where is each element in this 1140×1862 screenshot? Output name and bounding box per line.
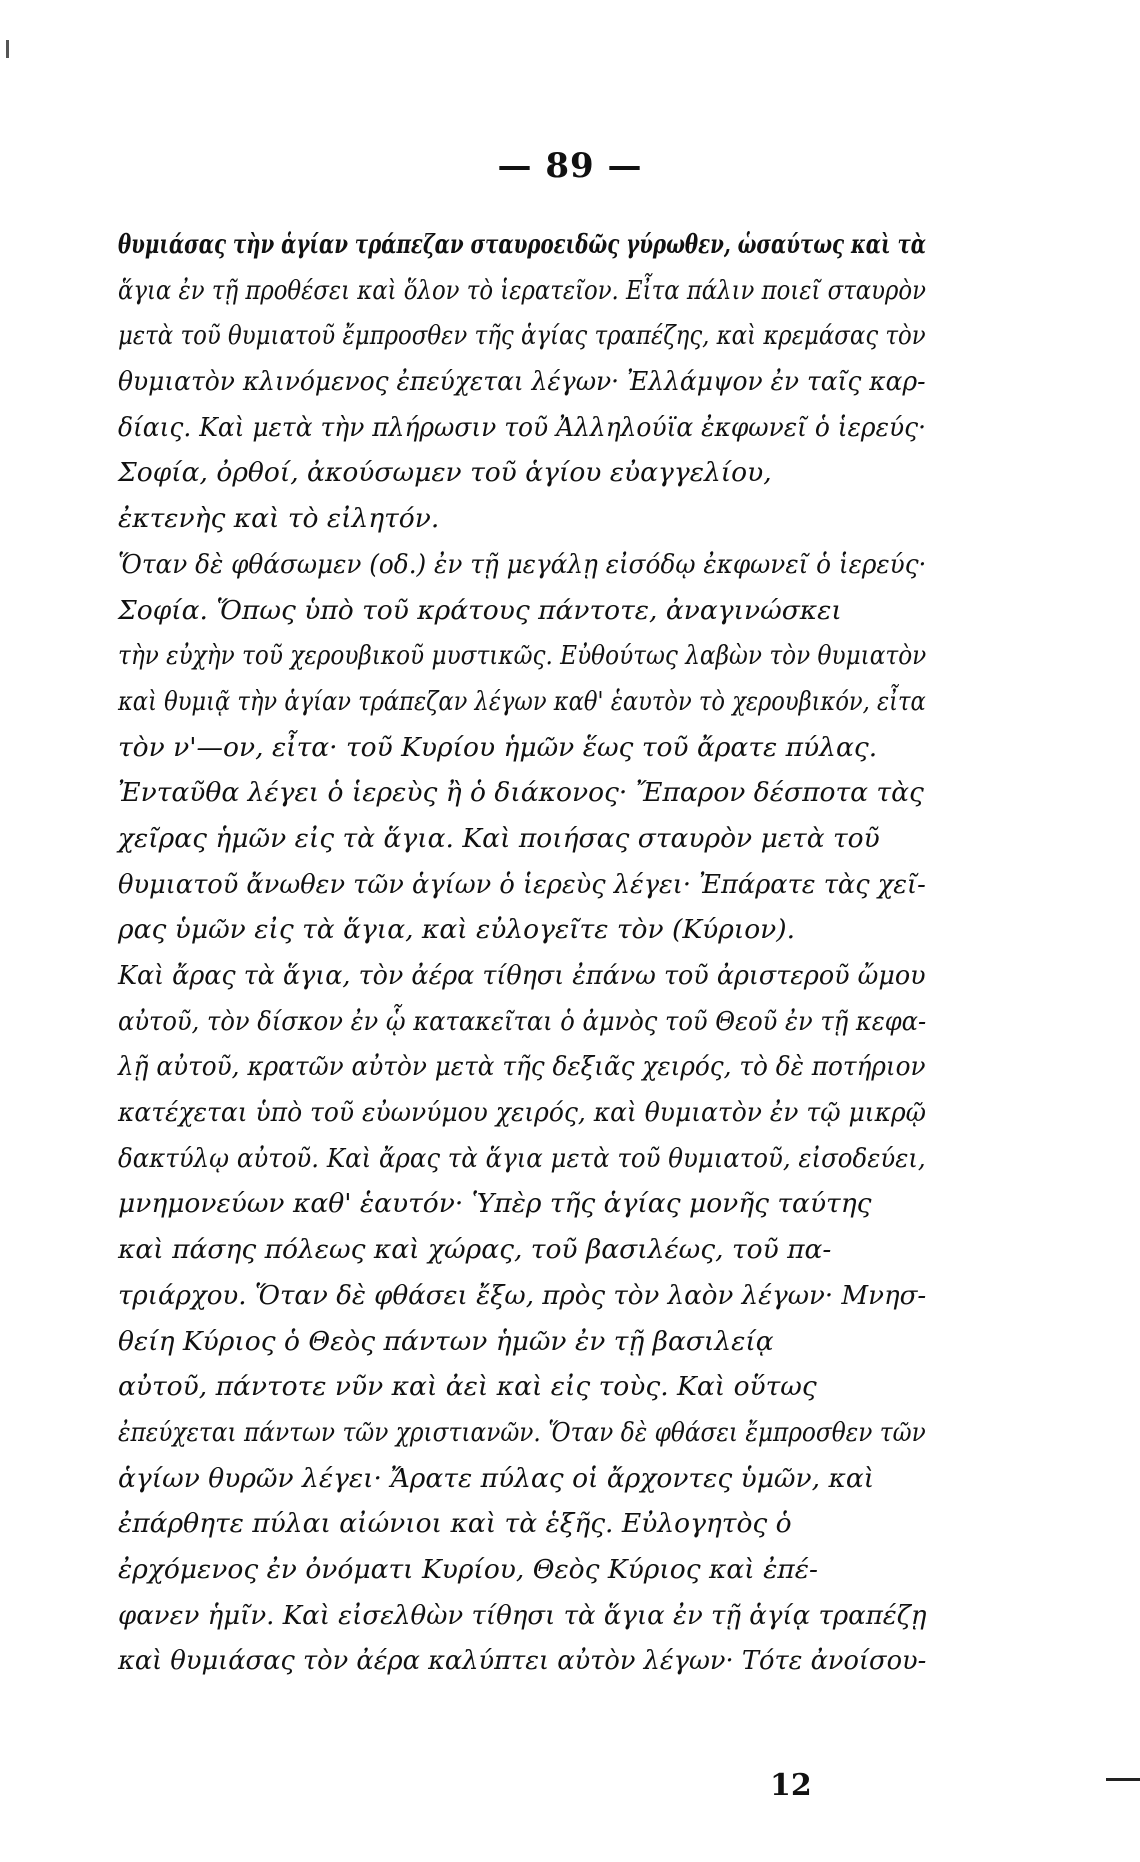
page-number: — 89 —	[497, 146, 643, 186]
text-line: θυμιατοῦ ἄνωθεν τῶν ἁγίων ὁ ἱερεὺς λέγει· Ἐπάρατε τὰς χεῖ-	[118, 868, 926, 900]
text-line: Σοφία, ὀρθοί, ἀκούσωμεν τοῦ ἁγίου εὐαγγελίου,	[118, 457, 772, 489]
text-line: φανεν ἡμῖν. Καὶ εἰσελθὼν τίθησι τὰ ἅγια ἐν τῇ ἁγίᾳ τραπέζῃ	[118, 1599, 927, 1631]
text-line: χεῖρας ἡμῶν εἰς τὰ ἅγια. Καὶ ποιήσας σταυρὸν μετὰ τοῦ	[118, 822, 880, 854]
text-line: ἐρχόμενος ἐν ὀνόματι Κυρίου, Θεὸς Κύριος καὶ ἐπέ-	[118, 1553, 818, 1585]
text-line: θυμιάσας τὴν ἁγίαν τράπεζαν σταυροειδῶς γύρωθεν, ὡσαύτως καὶ τὰ	[118, 229, 926, 260]
text-line: τριάρχου. Ὅταν δὲ φθάσει ἔξω, πρὸς τὸν λαὸν λέγων· Μνησ-	[118, 1279, 927, 1311]
text-line: ρας ὑμῶν εἰς τὰ ἅγια, καὶ εὐλογεῖτε τὸν (Κύριον).	[118, 914, 796, 946]
signature-mark: 12	[770, 1768, 812, 1803]
text-line: Ὅταν δὲ φθάσωμεν (οδ.) ἐν τῇ μεγάλῃ εἰσόδῳ ἐκφωνεῖ ὁ ἱερεύς·	[118, 548, 927, 580]
text-line: αὐτοῦ, πάντοτε νῦν καὶ ἀεὶ καὶ εἰς τοὺς. Καὶ οὕτως	[118, 1371, 817, 1403]
text-line: Ἐνταῦθα λέγει ὁ ἱερεὺς ἢ ὁ διάκονος· Ἔπαρον δέσποτα τὰς	[118, 777, 924, 809]
text-line: θείη Κύριος ὁ Θεὸς πάντων ἡμῶν ἐν τῇ βασιλείᾳ	[118, 1325, 774, 1357]
text-line: κατέχεται ὑπὸ τοῦ εὐωνύμου χειρός, καὶ θυμιατὸν ἐν τῷ μικρῷ	[118, 1097, 927, 1129]
text-line: ἁγίων θυρῶν λέγει· Ἄρατε πύλας οἱ ἄρχοντες ὑμῶν, καὶ	[118, 1462, 875, 1494]
text-line: αὐτοῦ, τὸν δίσκον ἐν ᾧ κατακεῖται ὁ ἀμνὸς τοῦ Θεοῦ ἐν τῇ κεφα-	[118, 1005, 927, 1037]
body-text	[118, 222, 926, 1684]
text-line: καὶ πάσης πόλεως καὶ χώρας, τοῦ βασιλέως, τοῦ πα-	[118, 1234, 832, 1266]
text-line: Καὶ ἄρας τὰ ἅγια, τὸν ἀέρα τίθησι ἐπάνω τοῦ ἀριστεροῦ ὤμου	[118, 960, 926, 991]
scan-edge-mark	[6, 40, 9, 58]
text-line: μετὰ τοῦ θυμιατοῦ ἔμπροσθεν τῆς ἁγίας τραπέζης, καὶ κρεμάσας τὸν	[118, 320, 926, 352]
text-line: τὴν εὐχὴν τοῦ χερουβικοῦ μυστικῶς. Εὐθούτως λαβὼν τὸν θυμιατὸν	[118, 640, 927, 672]
text-line: ἐπεύχεται πάντων τῶν χριστιανῶν. Ὅταν δὲ φθάσει ἔμπροσθεν τῶν	[118, 1416, 926, 1448]
text-line: λῇ αὐτοῦ, κρατῶν αὐτὸν μετὰ τῆς δεξιᾶς χειρός, τὸ δὲ ποτήριον	[118, 1051, 926, 1083]
text-line: καὶ θυμιᾷ τὴν ἁγίαν τράπεζαν λέγων καθ' ἑαυτὸν τὸ χερουβικόν, εἶτα	[118, 685, 926, 717]
margin-rule	[1106, 1778, 1140, 1781]
text-line: δίαις. Καὶ μετὰ τὴν πλήρωσιν τοῦ Ἀλληλούϊα ἐκφωνεῖ ὁ ἱερεύς·	[118, 411, 926, 443]
text-line: καὶ θυμιάσας τὸν ἀέρα καλύπτει αὐτὸν λέγων· Τότε ἀνοίσου-	[118, 1645, 927, 1677]
text-line: Σοφία. Ὅπως ὑπὸ τοῦ κράτους πάντοτε, ἀναγινώσκει	[118, 594, 842, 626]
text-line: τὸν ν'—ον, εἶτα· τοῦ Κυρίου ἡμῶν ἕως τοῦ ἄρατε πύλας.	[118, 731, 878, 763]
text-line: ἐπάρθητε πύλαι αἰώνιοι καὶ τὰ ἑξῆς. Εὐλογητὸς ὁ	[118, 1508, 792, 1540]
text-line: ἐκτενὴς καὶ τὸ εἰλητόν.	[118, 503, 440, 535]
text-line: θυμιατὸν κλινόμενος ἐπεύχεται λέγων· Ἐλλάμψον ἐν ταῖς καρ-	[118, 366, 926, 398]
text-line: ἅγια ἐν τῇ προθέσει καὶ ὅλον τὸ ἱερατεῖον. Εἶτα πάλιν ποιεῖ σταυρὸν	[118, 274, 926, 306]
text-line: δακτύλῳ αὐτοῦ. Καὶ ἄρας τὰ ἅγια μετὰ τοῦ θυμιατοῦ, εἰσοδεύει,	[118, 1142, 926, 1174]
text-line: μνημονεύων καθ' ἑαυτόν· Ὑπὲρ τῆς ἁγίας μονῆς ταύτης	[118, 1188, 872, 1220]
